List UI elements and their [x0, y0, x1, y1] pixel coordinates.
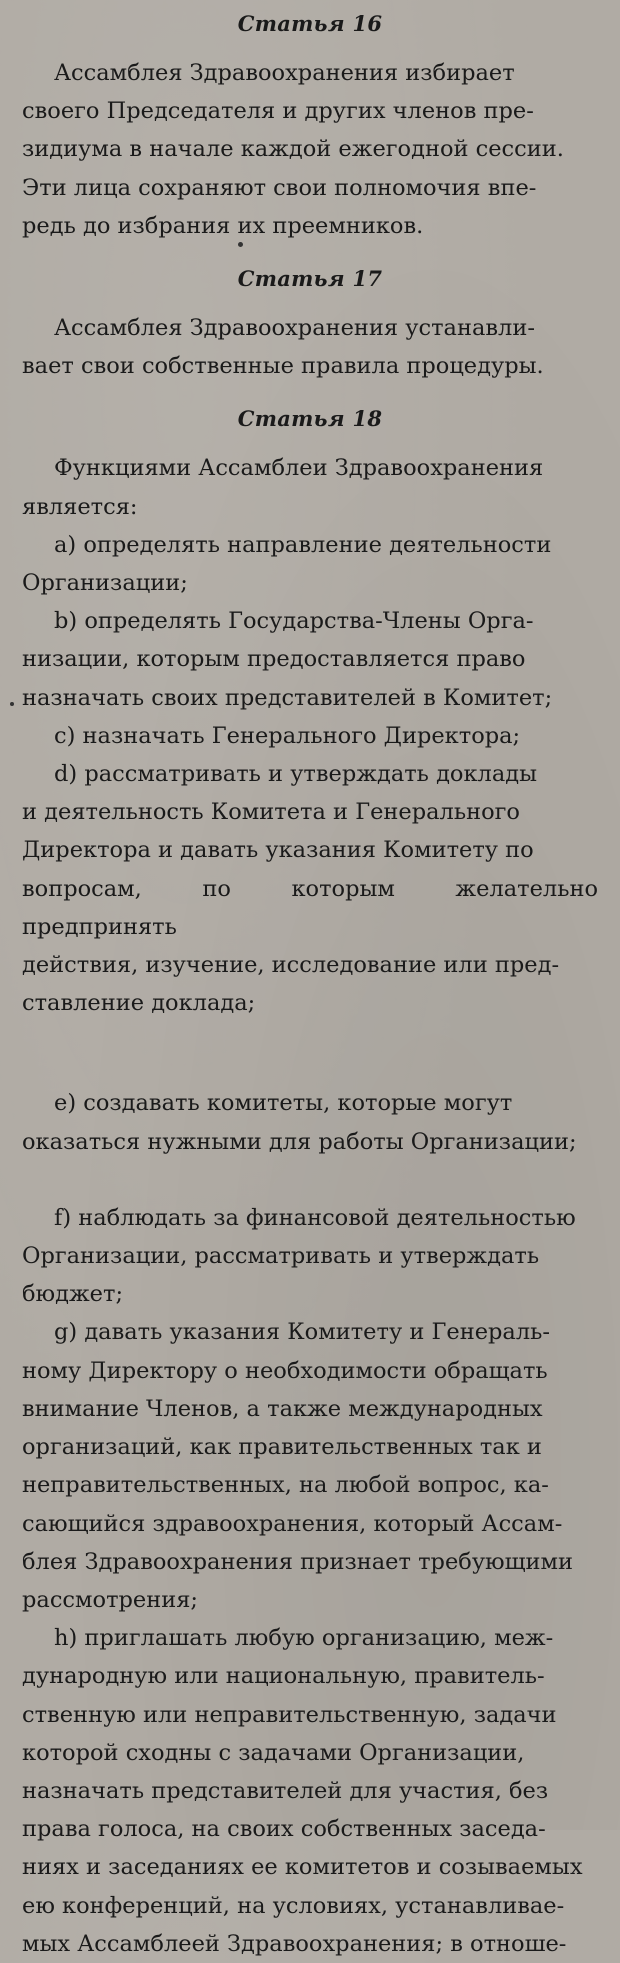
clause-g-line: рассмотрения;: [22, 1586, 199, 1613]
clause-d-line: и деятельность Комитета и Генерального: [22, 799, 520, 826]
clause-g-line: сающийся здравоохранения, который Ассам-: [22, 1510, 563, 1537]
clause-e-line: e) создавать комитеты, которые могут: [54, 1090, 513, 1117]
clause-a-line: a) определять направление деятельности: [54, 531, 552, 558]
article-16-line: своего Председателя и других членов пре-: [22, 98, 534, 125]
article-17-heading: Статья 17: [237, 266, 383, 292]
clause-d-line: действия, изучение, исследование или пред-: [22, 952, 560, 979]
clause-h-line: дународную или национальную, правитель-: [22, 1663, 545, 1690]
article-18: [22, 403, 598, 1963]
clause-h-line: ственную или неправительственную, задачи: [22, 1701, 557, 1728]
clause-d-line: Директора и давать указания Комитету по: [22, 837, 534, 864]
clause-h: [22, 1619, 598, 1963]
clause-a: [22, 526, 598, 602]
article-16-line: Эти лица сохраняют свои полномочия впе-: [22, 174, 537, 201]
clause-g-line: организаций, как правительственных так и: [22, 1434, 542, 1461]
clause-h-line: ею конференций, на условиях, устанавливае-: [22, 1892, 565, 1919]
clause-b: [22, 602, 598, 717]
clause-h-line: права голоса, на своих собственных заседа-: [22, 1816, 546, 1843]
clause-b-line: b) определять Государства-Члены Орга-: [54, 608, 534, 635]
clause-f: [22, 1199, 598, 1314]
intro-line: является:: [22, 493, 138, 520]
clause-e-line: оказаться нужными для работы Организации;: [22, 1128, 577, 1155]
article-16: [22, 8, 598, 245]
article-17-line: вает свои собственные правила процедуры.: [22, 353, 544, 380]
clause-h-line: которой сходны с задачами Организации,: [22, 1739, 525, 1766]
article-17: [22, 263, 598, 385]
ink-speck: [238, 242, 243, 247]
clause-b-line: назначать своих представителей в Комитет;: [22, 684, 553, 711]
article-16-line: зидиума в начале каждой ежегодной сессии.: [22, 136, 564, 163]
clause-g-line: неправительственных, на любой вопрос, ка-: [22, 1472, 549, 1499]
clause-h-line: h) приглашать любую организацию, меж-: [54, 1625, 554, 1652]
article-16-heading: Статья 16: [237, 11, 383, 36]
clause-h-line: назначать представителей для участия, без: [22, 1777, 549, 1804]
clause-a-line: Организации;: [22, 570, 188, 597]
clause-d: [22, 755, 598, 1022]
clause-h-line: ниях и заседаниях ее комитетов и созываемых: [22, 1854, 583, 1881]
ink-speck: [10, 702, 14, 706]
clause-f-line: Организации, рассматривать и утверждать: [22, 1243, 540, 1270]
article-17-line: Ассамблея Здравоохранения устанавли-: [54, 315, 535, 342]
clause-g-line: g) давать указания Комитету и Генераль-: [54, 1319, 550, 1346]
clause-d-line: ставление доклада;: [22, 990, 256, 1017]
clause-f-line: f) наблюдать за финансовой деятельностью: [54, 1204, 576, 1231]
clause-d-line: вопросам, по которым желательно предпринять: [22, 875, 598, 940]
clause-g-line: ному Директору о необходимости обращать: [22, 1357, 548, 1384]
clause-e: [22, 1084, 598, 1160]
article-16-line: Ассамблея Здравоохранения избирает: [54, 60, 515, 86]
clause-f-line: бюджет;: [22, 1281, 124, 1308]
clause-h-line: мых Ассамблеей Здравоохранения; в отноше-: [22, 1930, 567, 1957]
clause-g-line: блея Здравоохранения признает требующими: [22, 1548, 574, 1575]
intro-line: Функциями Ассамблеи Здравоохранения: [54, 455, 544, 482]
clause-d-line: d) рассматривать и утверждать доклады: [54, 761, 538, 788]
clause-b-line: низации, которым предоставляется право: [22, 646, 526, 673]
clause-c: [22, 717, 598, 755]
article-18-heading: Статья 18: [237, 406, 383, 432]
clause-c-line: c) назначать Генерального Директора;: [54, 722, 521, 749]
article-18-intro: [22, 449, 598, 525]
clause-g: [22, 1313, 598, 1619]
clause-g-line: внимание Членов, а также международных: [22, 1395, 543, 1422]
article-16-line: редь до избрания их преемников.: [22, 212, 424, 239]
